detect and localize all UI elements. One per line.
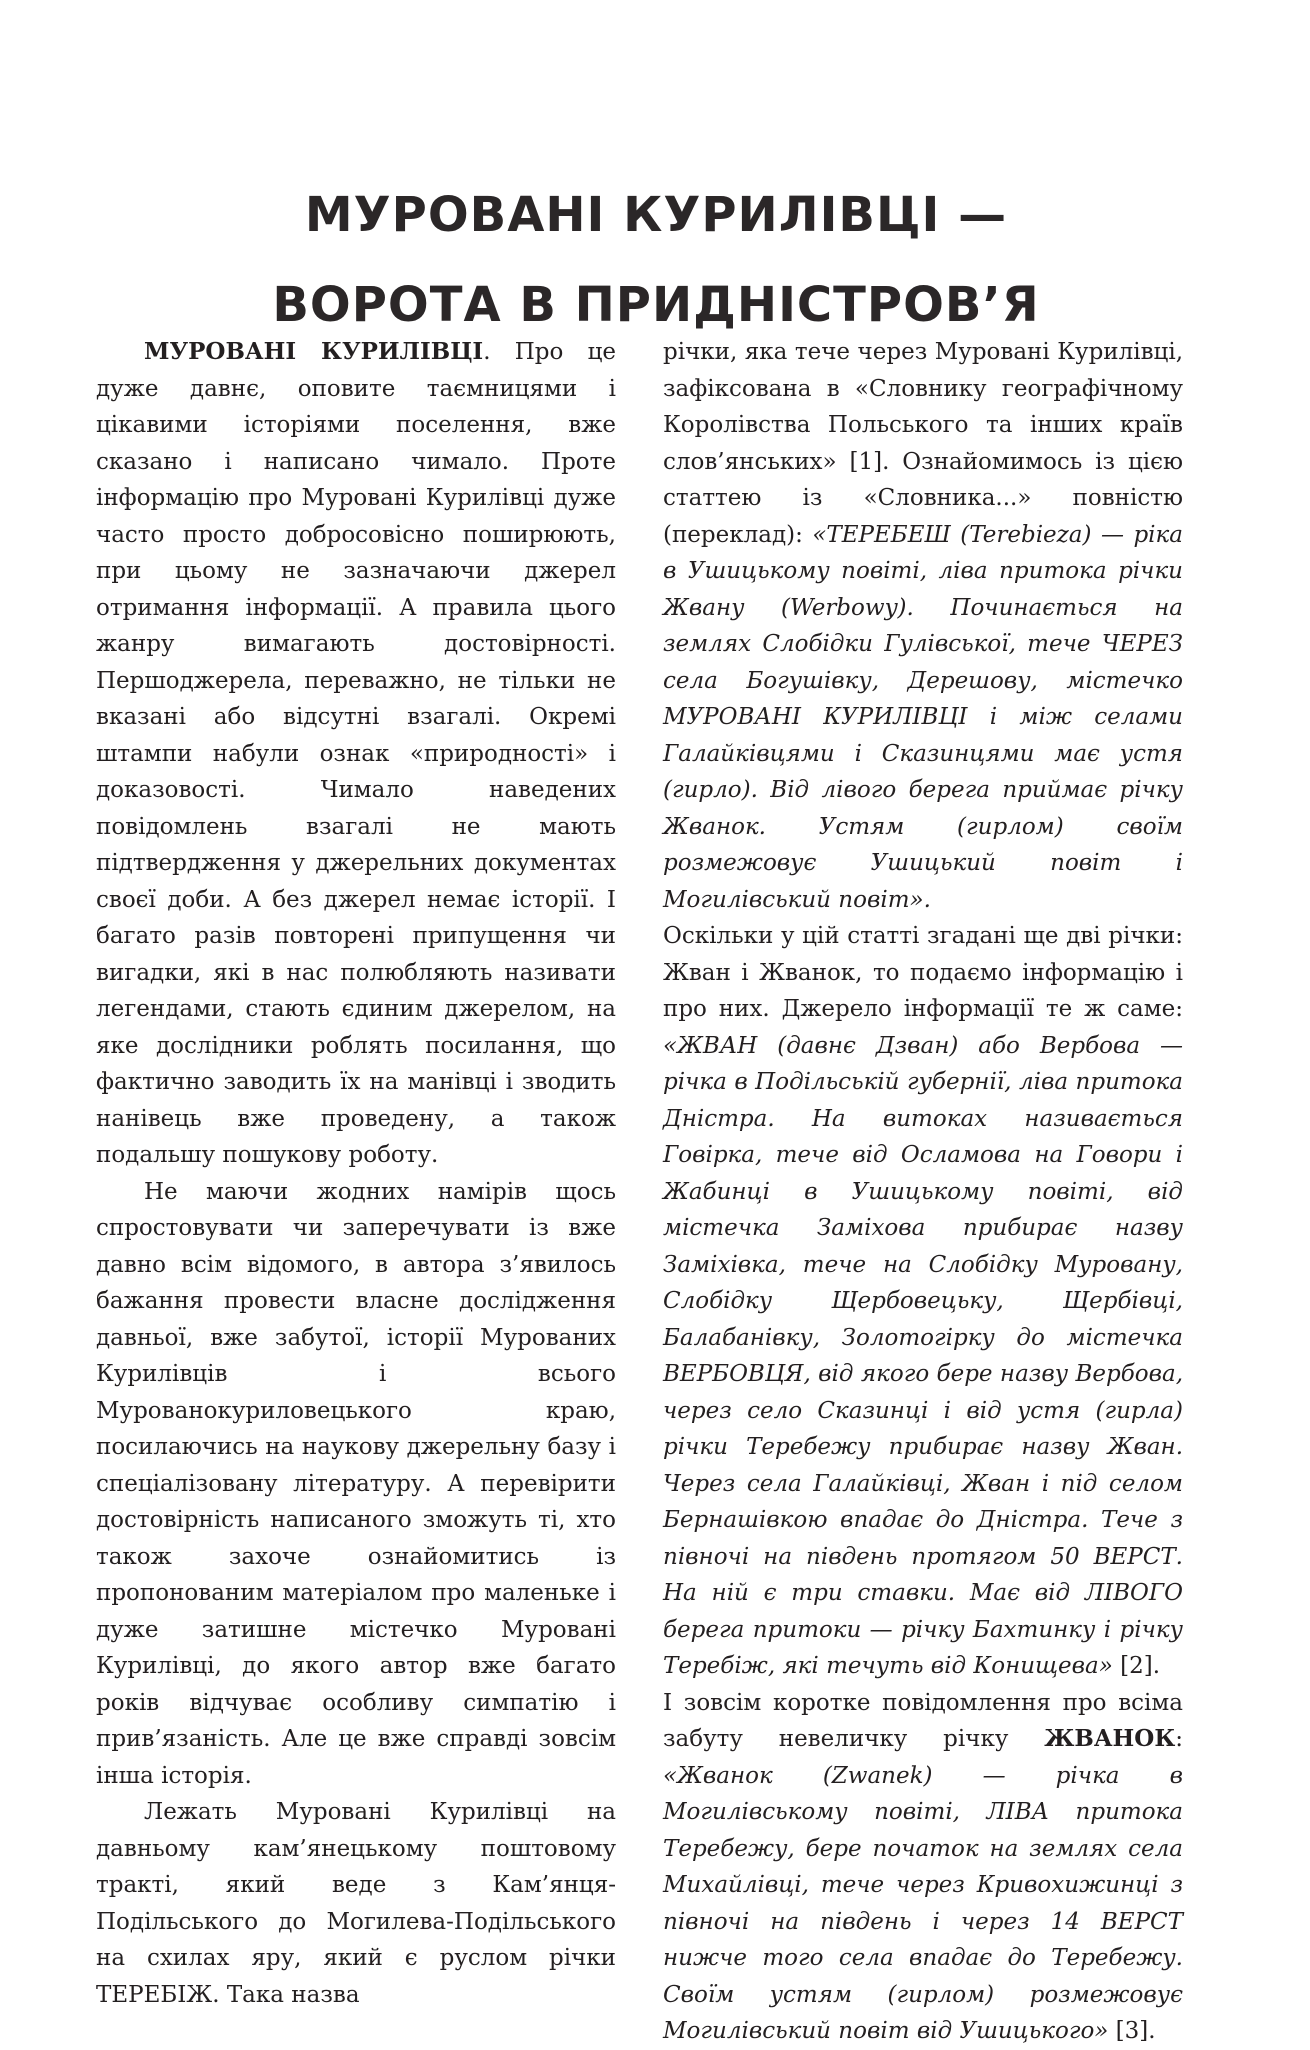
reference: [2]. [1112,1653,1161,1679]
dictionary-quote: «Жванок (Zwanek) — річка в Могилівському повіті, ЛІВА притока Теребежу, бере початок на землях села Михайлівці, тече через Кривохижинці з півночі на південь і через 14 ВЕРСТ нижче того села впадає до Теребежу. Своїм устям (гирлом) розмежовує Могилівський повіт від Ушицького» [663,1762,1183,2044]
paragraph [663,1685,1183,2050]
dictionary-quote: «ТЕРЕБЕШ (Terebieza) — ріка в Ушицькому повіті, ліва притока річки Жвану (Werbowy). Починається на землях Слобідки Гулівської, тече ЧЕРЕЗ села Богушівку, Дерешову, містечко МУРОВАНІ КУРИЛІВЦІ і між селами Галайківцями і Сказинцями має устя (гирло). Від лівого берега приймає річку Жванок. Устям (гирлом) своїм розмежовує Ушицький повіт і Могилівський повіт». [663,521,1183,913]
paragraph-text: Оскільки у цій статті згадані ще дві річки: Жван і Жванок, то подаємо інформацію і про них. Джерело інформації те ж саме: [663,923,1183,1022]
river-name: ЖВАНОК [1044,1725,1176,1752]
colon: : [1175,1726,1183,1752]
right-column [663,334,1183,2050]
paragraph: Не маючи жодних намірів щось спростовувати чи заперечувати із вже давно всім відомого, в автора з’явилось бажання провести власне дослідження давньої, вже забутої, історії Мурованих Курилівців і всього Мурованокуриловецького краю, посилаючись на наукову джерельну базу і спеціалізовану літературу. А перевірити достовірність написаного зможуть ті, хто також захоче ознайомитись із пропонованим матеріалом про маленьке і дуже затишне містечко Муровані Курилівці, до якого автор вже багато років відчуває особливу симпатію і прив’язаність. Але це вже справді зовсім інша історія. [96,1178,616,1789]
lead-term: МУРОВАНІ КУРИЛІВЦІ [144,338,484,365]
dictionary-quote: «ЖВАН (давнє Дзван) або Вербова — річка в Подільській губернії, ліва притока Дністра. На витоках називається Говірка, тече від Осламова на Говори і Жабинці в Ушицькому повіті, від містечка Заміхова прибирає назву Заміхівка, тече на Слобідку Муровану, Слобідку Щербовецьку, Щербівці, Балабанівку, Золотогірку до містечка ВЕРБОВЦЯ, від якого бере назву Вербова, через село Сказинці і від устя (гирла) річки Теребежу прибирає назву Жван. Через села Галайківці, Жван і під селом Бернашівкою впадає до Дністра. Тече з півночі на південь протягом 50 ВЕРСТ. На ній є три ставки. Має від ЛІВОГО берега притоки — річку Бахтинку і річку Теребіж, які течуть від Конищева» [663,1032,1183,1679]
paragraph [663,334,1183,918]
title-line-1: МУРОВАНІ КУРИЛІВЦІ — [304,187,1008,243]
paragraph: Лежать Муровані Курилівці на давньому кам’янецькому поштовому тракті, який веде з Кам’янця-Подільського до Могилева-Подільського на схилах яру, який є руслом річки ТЕРЕБІЖ. Така назва [96,1799,616,2008]
paragraph-text: річки, яка тече через Муровані Курилівці, зафіксована в «Словнику географічному Королівства Польського та інших країв слов’янських» [1]. Ознайомимось із цією статтею із «Словника...» повністю (переклад): [663,339,1183,548]
paragraph [663,918,1183,1685]
paragraph-text: І зовсім коротке повідомлення про всіма забуту невеличку річку [663,1689,1183,1752]
reference: [3]. [1108,2018,1156,2044]
paragraph [96,334,616,1174]
page-title [96,170,1216,350]
paragraph-text: . Про це дуже давнє, оповите таємницями і цікавими історіями поселення, вже сказано і написано чимало. Проте інформацію про Муровані Курилівці дуже часто просто добросовісно поширюють, при цьому не зазначаючи джерел отримання інформації. А правила цього жанру вимагають достовірності. Першоджерела, переважно, не тільки не вказані або відсутні взагалі. Окремі штампи набули ознак «природності» і доказовості. Чимало наведених повідомлень взагалі не мають підтвердження у джерельних документах своєї доби. А без джерел немає історії. І багато разів повторені припущення чи вигадки, які в нас полюбляють називати легендами, стають єдиним джерелом, на яке дослідники роблять посилання, що фактично заводить їх на манівці і зводить нанівець вже проведену, а також подальшу пошукову роботу. [96,339,616,1168]
title-line-2: ВОРОТА В ПРИДНІСТРОВ’Я [272,277,1040,333]
left-column [96,334,616,2013]
